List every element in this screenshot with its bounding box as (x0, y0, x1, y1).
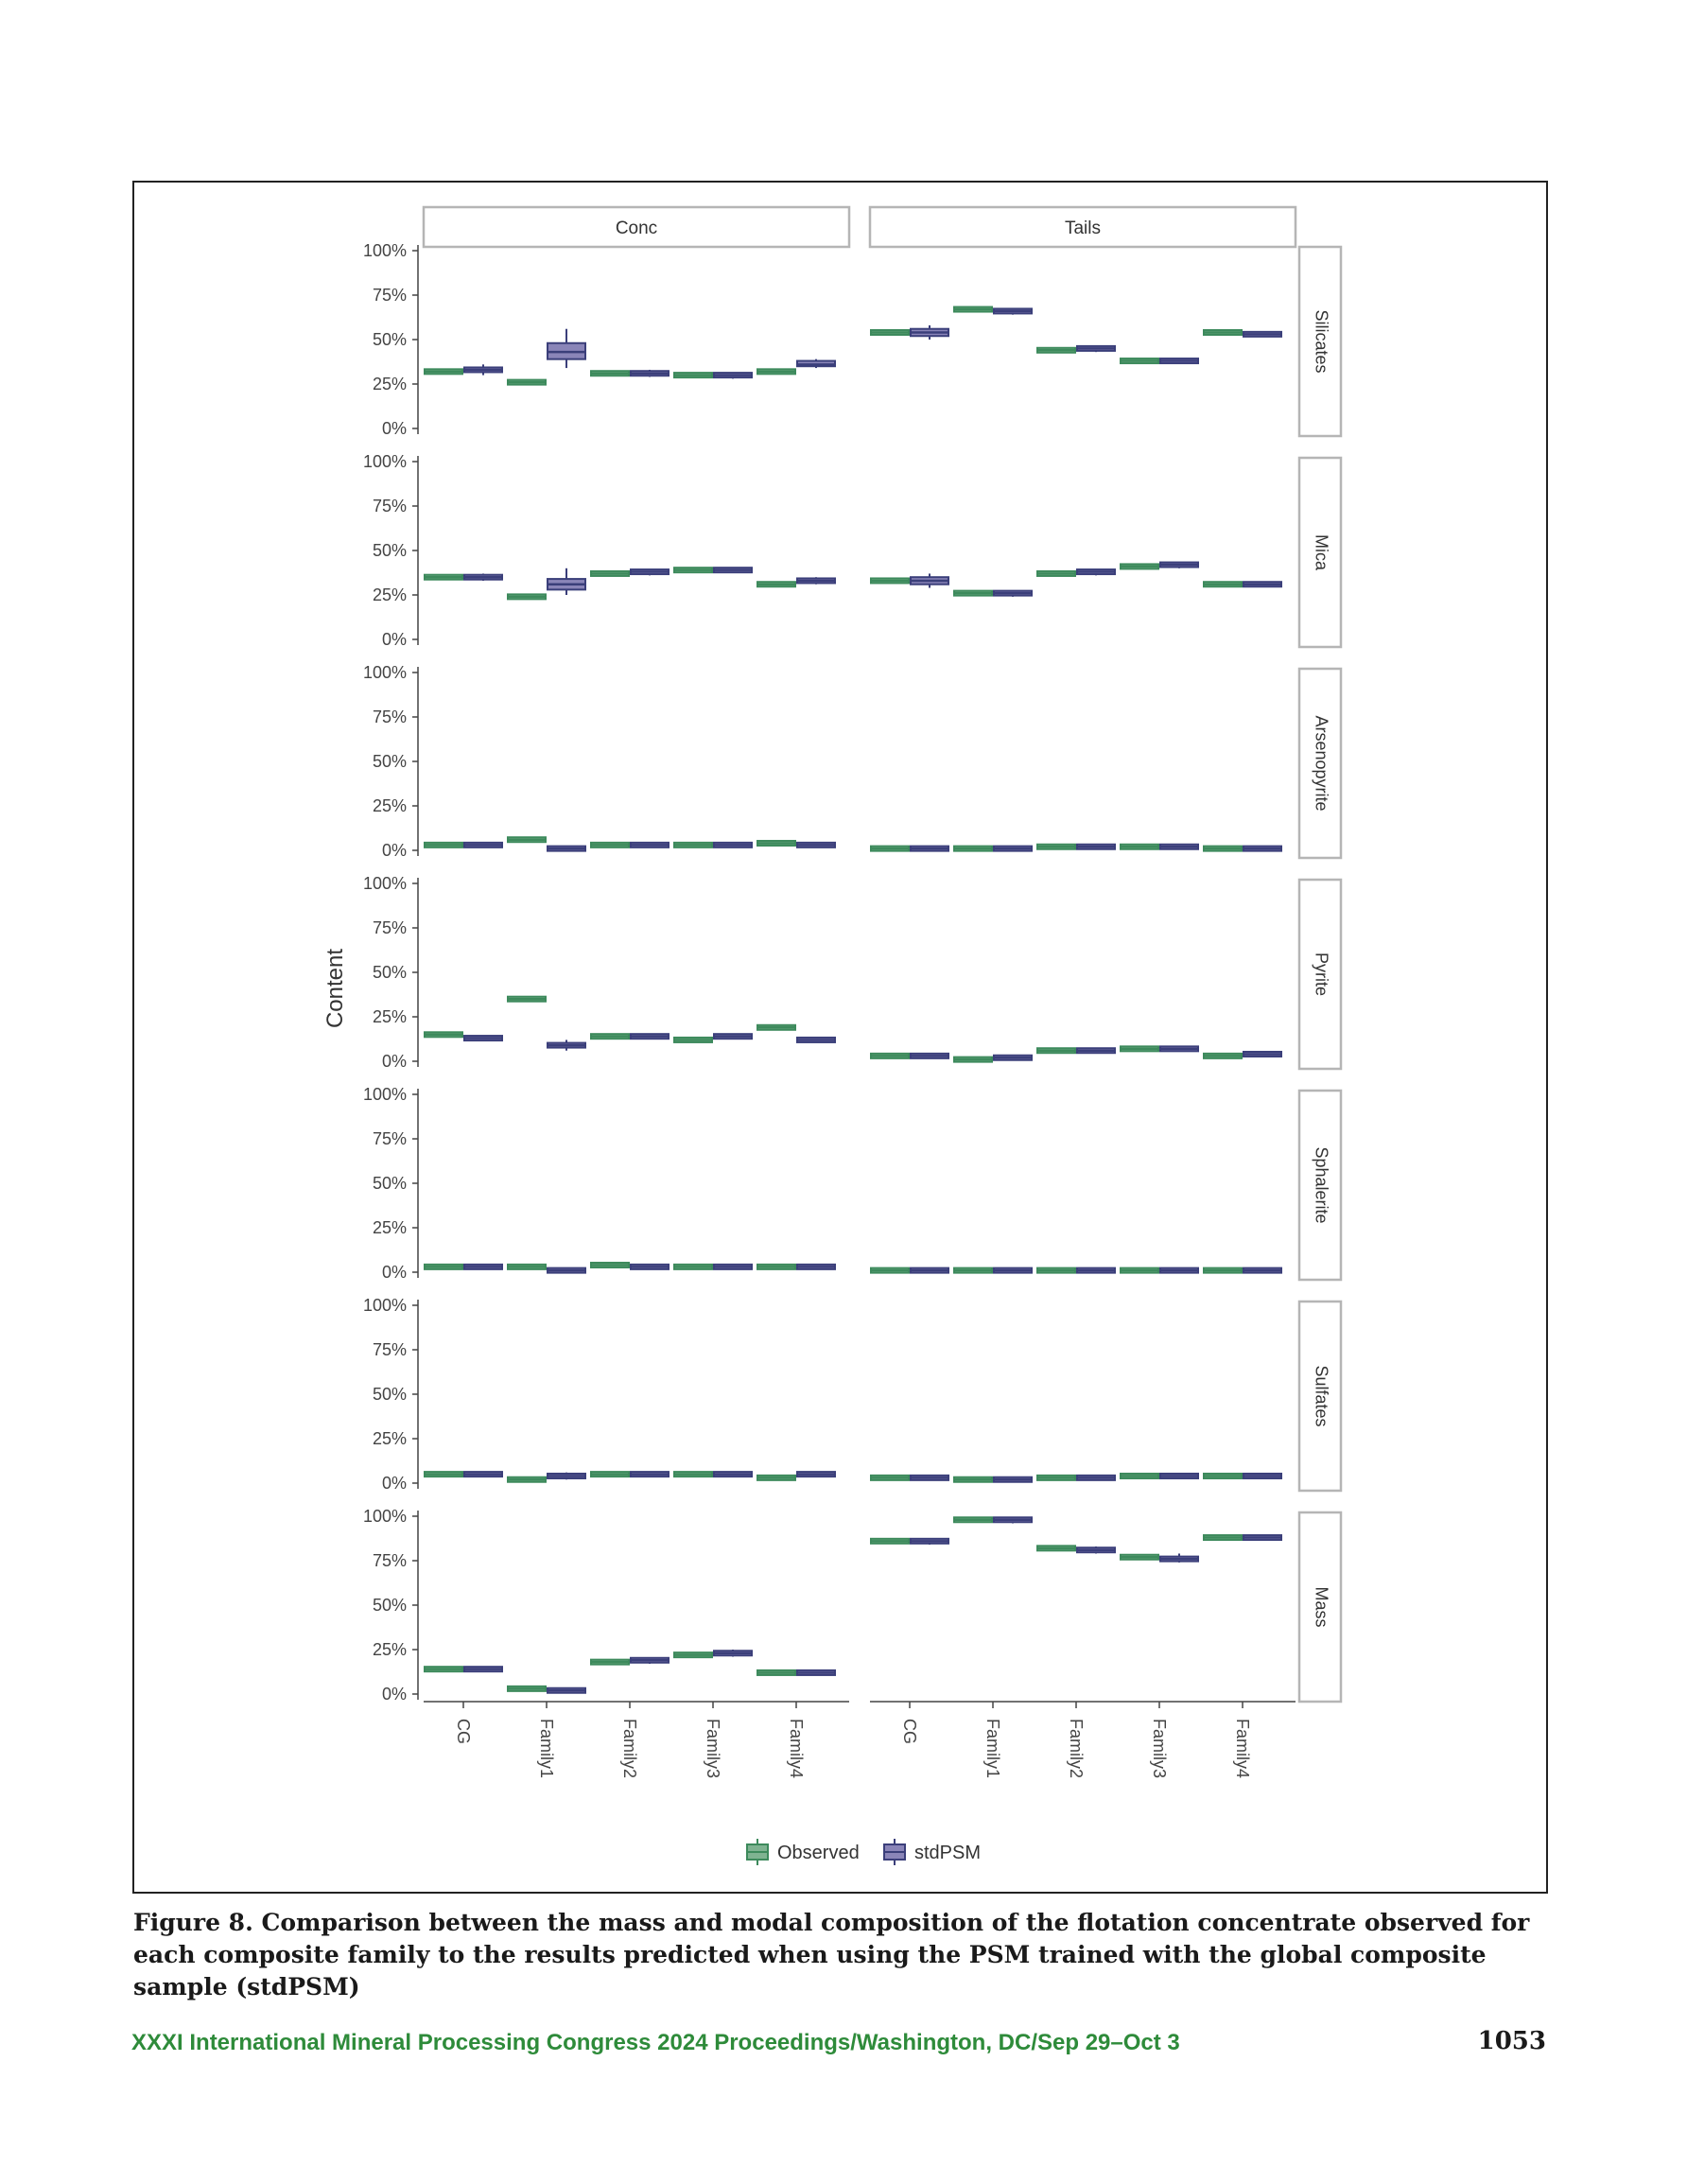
y-tick-label: 50% (372, 1596, 407, 1615)
facet-strip-label-silicates: Silicates (1312, 309, 1331, 374)
y-tick-label: 50% (372, 1385, 407, 1404)
x-tick-label: CG (454, 1719, 473, 1744)
y-tick-label: 25% (372, 1218, 407, 1237)
x-tick-label: Family3 (704, 1719, 722, 1779)
facet-strip-label-arsenopyrite: Arsenopyrite (1312, 715, 1331, 812)
y-tick-label: 0% (381, 1052, 407, 1071)
x-tick-label: Family4 (787, 1719, 806, 1779)
y-tick-label: 50% (372, 330, 407, 349)
y-tick-label: 100% (362, 1296, 407, 1315)
y-tick-label: 100% (362, 241, 407, 260)
y-tick-label: 25% (372, 1429, 407, 1448)
x-tick-label: Family2 (620, 1719, 639, 1779)
y-tick-label: 0% (381, 1263, 407, 1282)
y-tick-label: 25% (372, 585, 407, 604)
y-tick-label: 75% (372, 1129, 407, 1148)
legend-label-observed: Observed (777, 1843, 860, 1863)
y-tick-label: 25% (372, 1007, 407, 1026)
y-tick-label: 100% (362, 1507, 407, 1526)
y-tick-label: 25% (372, 1640, 407, 1659)
y-tick-label: 75% (372, 918, 407, 937)
x-tick-label: CG (900, 1719, 919, 1744)
facet-strip-label-sphalerite: Sphalerite (1312, 1146, 1331, 1224)
x-tick-label: Family1 (537, 1719, 556, 1779)
proceedings-footer: XXXI International Mineral Processing Congress 2024 Proceedings/Washington, DC/Sep 29–Oct 3 (131, 2030, 1180, 2055)
page-number: 1053 (1477, 2027, 1546, 2055)
y-tick-label: 100% (362, 874, 407, 893)
x-tick-label: Family3 (1150, 1719, 1169, 1779)
y-tick-label: 0% (381, 1685, 407, 1704)
y-tick-label: 50% (372, 752, 407, 771)
facet-strip-label-mica: Mica (1312, 533, 1331, 571)
y-tick-label: 0% (381, 630, 407, 649)
y-tick-label: 75% (372, 286, 407, 305)
x-tick-label: Family2 (1067, 1719, 1086, 1779)
y-tick-label: 0% (381, 419, 407, 438)
figure-caption: Figure 8. Comparison between the mass and modal composition of the flotation concentrate observed for each composite family to the results predicted when using the PSM trained with the global composite sample (stdPSM) (133, 1909, 1530, 2001)
x-tick-label: Family1 (983, 1719, 1002, 1779)
y-tick-label: 75% (372, 497, 407, 515)
facet-strip-label-mass: Mass (1312, 1586, 1331, 1628)
y-tick-label: 25% (372, 375, 407, 393)
y-tick-label: 75% (372, 708, 407, 726)
y-tick-label: 0% (381, 841, 407, 860)
y-tick-label: 100% (362, 452, 407, 471)
y-tick-label: 100% (362, 663, 407, 682)
facet-strip-label-tails: Tails (1064, 218, 1102, 238)
y-tick-label: 50% (372, 963, 407, 982)
y-axis-title: Content (322, 948, 348, 1029)
y-tick-label: 75% (372, 1551, 407, 1570)
x-tick-label: Family4 (1233, 1719, 1252, 1779)
facet-strip-label-conc: Conc (615, 218, 658, 238)
y-tick-label: 50% (372, 541, 407, 560)
facet-strip-label-pyrite: Pyrite (1312, 952, 1331, 997)
y-tick-label: 0% (381, 1474, 407, 1493)
y-tick-label: 75% (372, 1340, 407, 1359)
y-tick-label: 50% (372, 1174, 407, 1193)
legend-label-stdpsm: stdPSM (914, 1843, 982, 1863)
y-tick-label: 100% (362, 1085, 407, 1104)
facet-strip-label-sulfates: Sulfates (1312, 1365, 1331, 1427)
y-tick-label: 25% (372, 796, 407, 815)
